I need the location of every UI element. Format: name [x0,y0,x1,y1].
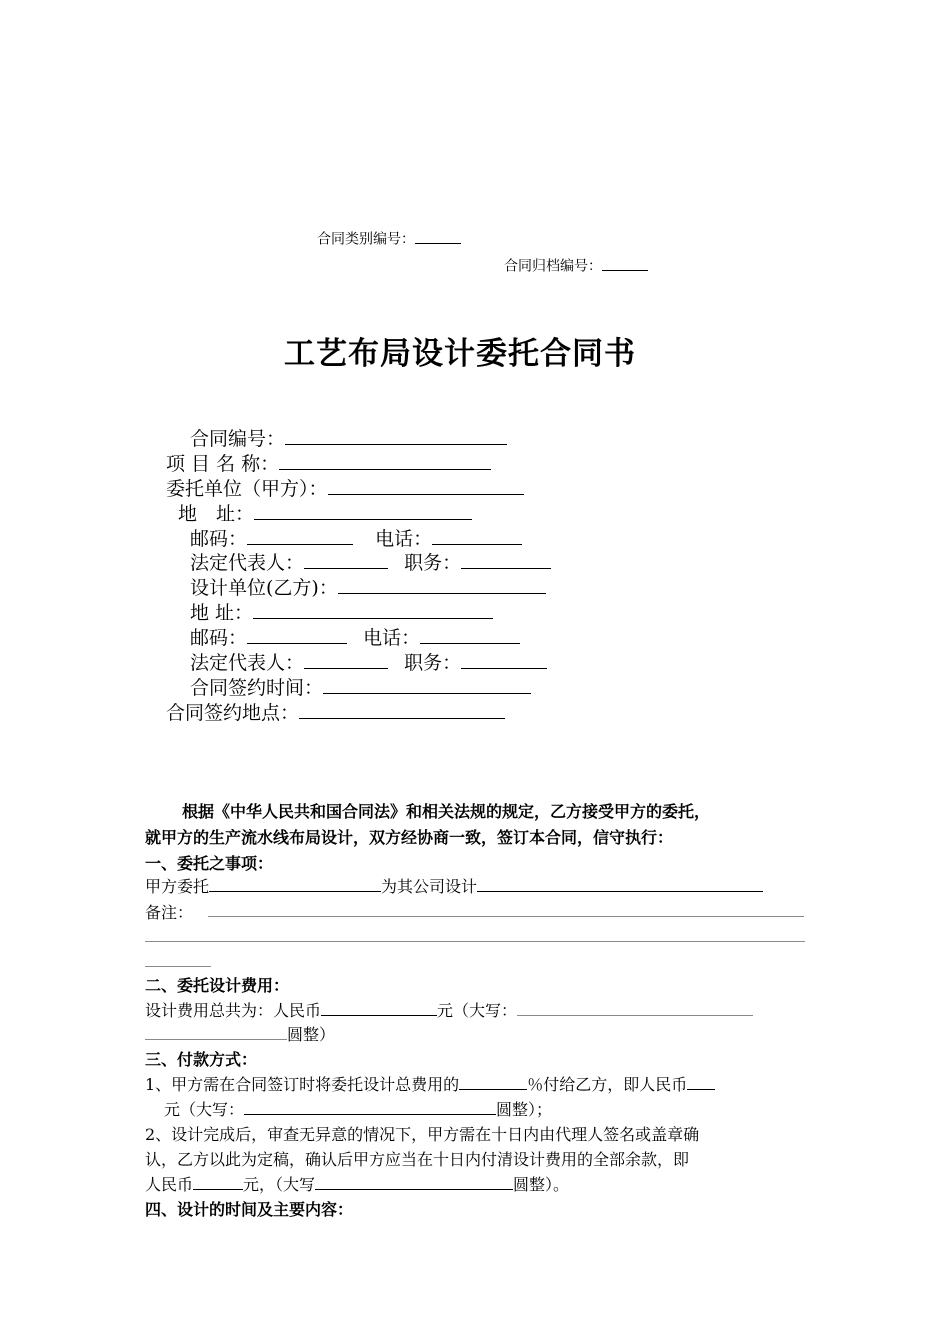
payment-2-label-3: 圆整）。 [513,1175,570,1194]
fee-line-2 [145,1022,335,1045]
archive-number-blank[interactable] [602,255,648,271]
design-target-blank[interactable] [477,874,763,892]
archive-number-label: 合同归档编号： [504,258,602,275]
section-3-title: 三、付款方式： [145,1050,258,1069]
fee-label-3: 圆整） [287,1025,336,1044]
remark-line-2[interactable] [145,941,805,942]
payment-2-amount-blank[interactable] [193,1172,243,1190]
entrust-label: 甲方委托 [145,877,210,896]
section-4-title: 四、设计的时间及主要内容： [145,1200,354,1219]
intro-line-2: 就甲方的生产流水线布局设计，双方经协商一致，签订本合同，信守执行： [145,828,674,847]
field-label: 邮码： [190,528,248,550]
archive-number-line [504,255,648,276]
document-title: 工艺布局设计委托合同书 [284,336,636,372]
field-label: 委托单位（甲方）： [166,478,328,500]
payment-2-line-1: 2、设计完成后，审查无异意的情况下，甲方需在十日内由代理人签名或盖章确 [145,1125,700,1144]
entrust-line [145,874,763,897]
field-designer [190,573,546,600]
designer-rep-blank[interactable] [304,648,388,669]
category-number-line [317,228,461,249]
field-label: 地 址： [190,602,254,624]
designer-rep-title-blank[interactable] [461,648,547,669]
project-name-blank[interactable] [279,449,491,470]
field-label: 职务： [404,652,462,674]
field-client-address [178,499,472,526]
client-rep-title-blank[interactable] [461,548,551,569]
payment-2-label-2: 元，（大写 [243,1175,316,1194]
payment-2-label: 人民币 [145,1175,194,1194]
field-client-rep [190,548,551,575]
payment-2-line-2: 认，乙方以此为定稿，确认后甲方应当在十日内付清设计费用的全部余款，即 [145,1150,690,1169]
field-label: 设计单位(乙方)： [190,577,338,599]
payment-1-label-4: 圆整）； [496,1100,553,1119]
section-2-title: 二、委托设计费用： [145,976,290,995]
client-phone-blank[interactable] [432,524,522,545]
field-label: 电话： [363,627,421,649]
client-postcode-blank[interactable] [247,524,353,545]
entrust-party-blank[interactable] [209,874,381,892]
payment-1-label-2: ％付给乙方，即人民币 [527,1075,688,1094]
field-client-contact [190,524,522,551]
field-designer-contact [190,623,520,650]
client-blank[interactable] [328,474,524,495]
remark-line-1[interactable] [208,916,804,917]
field-label: 职务： [404,552,462,574]
designer-blank[interactable] [338,573,546,594]
field-label: 邮码： [190,627,248,649]
percent-blank[interactable] [459,1072,527,1090]
fee-line [145,998,753,1021]
designer-address-blank[interactable] [253,598,493,619]
field-label: 法定代表人： [190,552,305,574]
payment-1-uppercase-blank[interactable] [244,1097,496,1115]
category-number-label: 合同类别编号： [317,231,415,248]
fee-label-2: 元（大写： [437,1001,518,1020]
field-label: 项 目 名 称： [166,453,280,475]
remark-line-3[interactable] [145,966,211,967]
payment-1-line [145,1072,715,1095]
field-client [166,474,524,501]
fee-label: 设计费用总共为：人民币 [145,1001,322,1020]
field-sign-place [166,698,505,725]
payment-1-line-2 [164,1097,552,1120]
field-sign-time [190,673,531,700]
field-label: 电话： [375,528,433,550]
field-designer-address [190,598,493,625]
payment-2-line-3 [145,1172,569,1195]
payment-1-label-3: 元（大写： [164,1100,245,1119]
sign-time-blank[interactable] [323,673,531,694]
field-label: 合同编号： [190,428,286,450]
field-project-name [166,449,491,476]
client-address-blank[interactable] [254,499,472,520]
intro-line-1: 根据《中华人民共和国合同法》和相关法规的规定，乙方接受甲方的委托， [182,802,711,821]
field-label: 法定代表人： [190,652,305,674]
field-contract-no [190,424,507,451]
designer-phone-blank[interactable] [420,623,520,644]
payment-1-amount-blank[interactable] [687,1072,715,1090]
designer-postcode-blank[interactable] [247,623,347,644]
field-label: 合同签约时间： [190,677,324,699]
sign-place-blank[interactable] [299,698,505,719]
fee-amount-blank[interactable] [321,998,437,1016]
fee-uppercase-blank-cont[interactable] [145,1022,287,1040]
field-label: 合同签约地点： [166,702,300,724]
fee-uppercase-blank[interactable] [517,998,753,1016]
section-1-title: 一、委托之事项： [145,854,274,873]
remark-label: 备注： [145,903,194,922]
field-label: 地 址： [178,503,255,525]
category-number-blank[interactable] [415,228,461,244]
client-rep-blank[interactable] [304,548,388,569]
contract-no-blank[interactable] [285,424,507,445]
payment-2-uppercase-blank[interactable] [315,1172,513,1190]
entrust-label-2: 为其公司设计 [381,877,478,896]
payment-1-label: 1、甲方需在合同签订时将委托设计总费用的 [145,1075,460,1094]
field-designer-rep [190,648,547,675]
